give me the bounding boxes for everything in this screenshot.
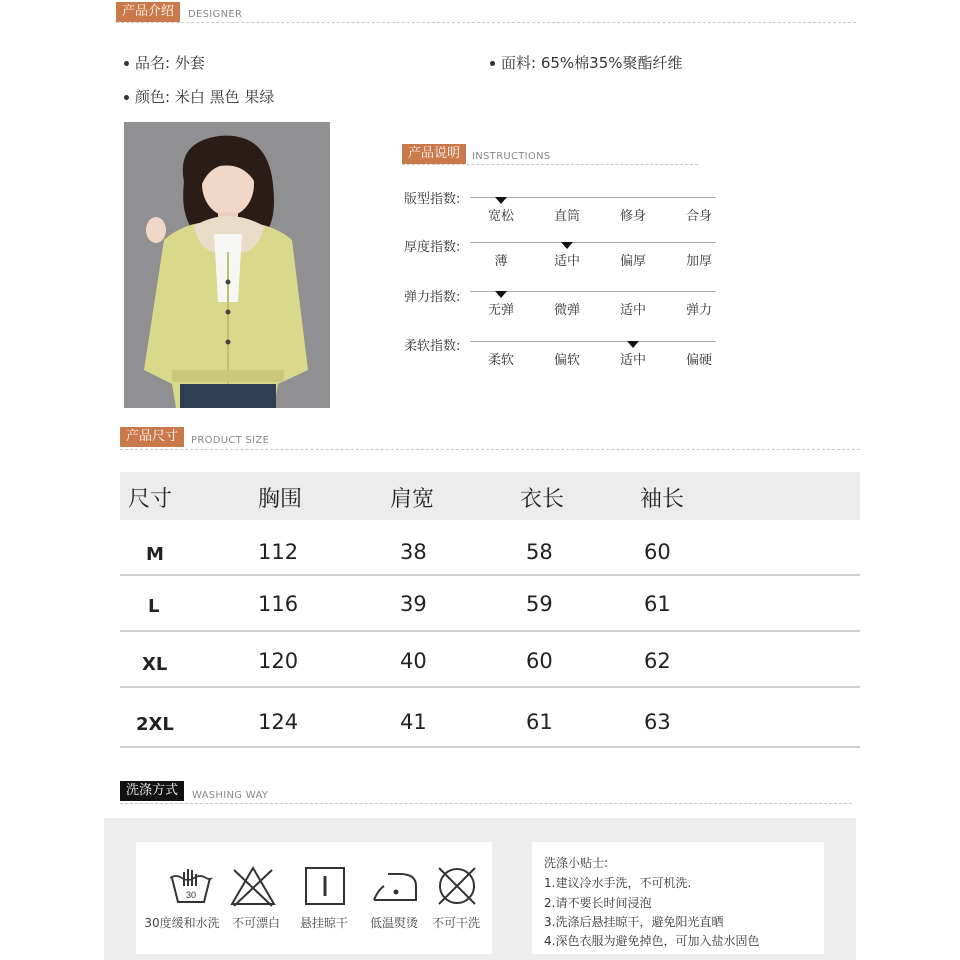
table-row [120,690,860,748]
product-photo [124,122,330,408]
model-illustration [124,122,330,408]
size-cell: M [146,544,164,565]
shoulder-cell: 38 [400,540,427,564]
length-cell: 60 [526,649,553,673]
softness-index-label: 柔软指数: [404,339,461,354]
washing-tag-en: WASHING WAY [192,790,269,801]
elasticity-index-label: 弹力指数: [404,290,461,305]
header-chest: 胸围 [258,487,303,512]
no-dry-clean-label: 不可干洗 [431,916,480,930]
table-row [120,520,860,576]
size-cell: 2XL [136,714,174,735]
tip-item: 4.深色衣服为避免掉色，可加入盐水固色 [544,934,760,948]
intro-divider [116,22,856,23]
intro-tag-en: DESIGNER [188,9,243,20]
tips-title: 洗涤小贴士: [544,856,609,870]
chest-cell: 120 [258,649,299,673]
elasticity-option: 微弹 [553,303,580,318]
low-iron-icon [370,864,420,908]
attr-name: 品名: 外套 [124,52,205,73]
size-divider [120,449,860,450]
tip-item: 1.建议冷水手洗，不可机洗. [544,876,692,890]
size-tag-en: PRODUCT SIZE [191,435,270,446]
elasticity-option: 无弹 [487,303,514,318]
thickness-index-label: 厚度指数: [404,240,461,255]
shoulder-cell: 39 [400,592,427,616]
thickness-option: 适中 [553,254,580,269]
shoulder-cell: 41 [400,710,427,734]
thickness-index-scale [470,242,716,243]
table-row [120,632,860,688]
bullet-icon [124,95,129,100]
fit-option: 直筒 [553,209,580,224]
length-cell: 58 [526,540,553,564]
sleeve-cell: 63 [644,710,671,734]
size-cell: XL [142,654,168,675]
low-iron-label: 低温熨烫 [369,916,418,930]
table-row [120,576,860,632]
elasticity-option: 弹力 [685,303,712,318]
thickness-option: 偏厚 [619,254,646,269]
tip-item: 3.洗涤后悬挂晾干，避免阳光直晒 [544,915,724,929]
no-bleach-label: 不可漂白 [231,916,280,930]
svg-text:30: 30 [185,890,197,900]
hang-dry-label: 悬挂晾干 [299,916,348,930]
softness-index-marker [627,341,639,348]
fit-index-marker [495,197,507,204]
no-dry-clean-icon [432,864,482,908]
size-cell: L [148,596,160,617]
bullet-icon [490,61,495,66]
thickness-index-marker [561,242,573,249]
elasticity-option: 适中 [619,303,646,318]
chest-cell: 112 [258,540,299,564]
softness-option: 柔软 [487,353,514,368]
chest-cell: 124 [258,710,299,734]
instructions-tag: 产品说明 [402,144,466,164]
hand-wash-30-icon [166,864,216,908]
chest-cell: 116 [258,592,299,616]
softness-option: 适中 [619,353,646,368]
washing-divider [120,803,852,804]
header-sleeve: 袖长 [640,487,685,512]
length-cell: 61 [526,710,553,734]
tip-item: 2.请不要长时间浸泡 [544,896,652,910]
attr-fabric: 面料: 65%棉35%聚酯纤维 [490,52,683,73]
sleeve-cell: 61 [644,592,671,616]
length-cell: 59 [526,592,553,616]
no-bleach-icon [228,864,278,908]
thickness-option: 薄 [494,254,508,269]
intro-tag: 产品介绍 [116,2,180,22]
fit-index-label: 版型指数: [404,192,461,207]
instructions-tag-en: INSTRUCTIONS [472,151,551,162]
washing-tag: 洗涤方式 [120,781,184,801]
thickness-option: 加厚 [685,254,712,269]
hang-dry-icon [300,864,350,908]
attr-colors: 颜色: 米白 黑色 果绿 [124,86,274,107]
softness-option: 偏硬 [685,353,712,368]
softness-option: 偏软 [553,353,580,368]
sleeve-cell: 60 [644,540,671,564]
shoulder-cell: 40 [400,649,427,673]
size-table-header [120,472,860,520]
elasticity-index-marker [495,291,507,298]
fit-option: 修身 [619,209,646,224]
header-size: 尺寸 [128,487,173,512]
header-length: 衣长 [520,487,565,512]
size-tag: 产品尺寸 [120,427,184,447]
fit-option: 合身 [685,209,712,224]
hand-wash-label: 30度缓和水洗 [144,916,220,930]
softness-index-scale [470,341,716,342]
sleeve-cell: 62 [644,649,671,673]
fit-option: 宽松 [487,209,514,224]
header-shoulder: 肩宽 [390,487,435,512]
instructions-divider [402,164,698,165]
bullet-icon [124,61,129,66]
